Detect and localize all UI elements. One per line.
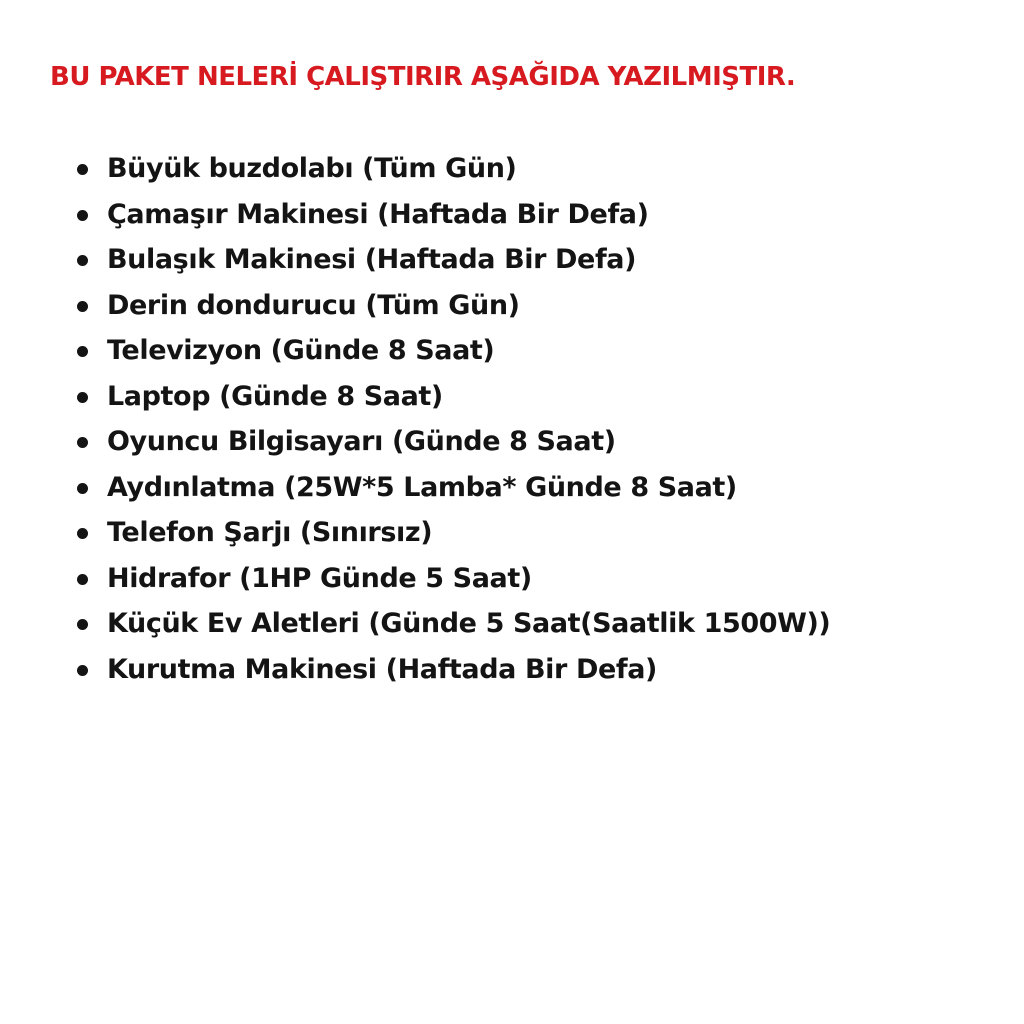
list-item bbox=[70, 374, 830, 420]
bullet-icon bbox=[77, 164, 88, 175]
bullet-icon bbox=[77, 437, 88, 448]
list-item-text: Hidrafor (1HP Günde 5 Saat) bbox=[107, 562, 532, 594]
list-item bbox=[70, 192, 830, 238]
bullet-icon bbox=[77, 665, 88, 676]
list-item-text: Telefon Şarjı (Sınırsız) bbox=[107, 517, 433, 548]
list-item bbox=[70, 556, 830, 602]
list-item bbox=[70, 601, 830, 647]
bullet-icon bbox=[77, 619, 88, 630]
list-item bbox=[70, 419, 830, 465]
list-item bbox=[70, 465, 830, 511]
page-heading: BU PAKET NELERİ ÇALIŞTIRIR AŞAĞIDA YAZILMIŞTIR. bbox=[50, 62, 796, 92]
list-item-text: Bulaşık Makinesi (Haftada Bir Defa) bbox=[107, 244, 637, 275]
list-item bbox=[70, 237, 830, 283]
bullet-icon bbox=[77, 346, 88, 357]
list-item-text: Laptop (Günde 8 Saat) bbox=[107, 380, 443, 412]
list-item-text: Kurutma Makinesi (Haftada Bir Defa) bbox=[107, 653, 657, 685]
list-item bbox=[70, 283, 830, 329]
appliance-list bbox=[70, 146, 830, 692]
list-item-text: Büyük buzdolabı (Tüm Gün) bbox=[107, 153, 517, 184]
list-item bbox=[70, 328, 830, 374]
list-item-text: Çamaşır Makinesi (Haftada Bir Defa) bbox=[107, 198, 649, 230]
bullet-icon bbox=[77, 574, 88, 585]
list-item-text: Oyuncu Bilgisayarı (Günde 8 Saat) bbox=[107, 426, 616, 457]
list-item-text: Derin dondurucu (Tüm Gün) bbox=[107, 289, 520, 321]
bullet-icon bbox=[77, 483, 88, 494]
bullet-icon bbox=[77, 210, 88, 221]
list-item-text: Küçük Ev Aletleri (Günde 5 Saat(Saatlik 1500W)) bbox=[107, 608, 831, 639]
bullet-icon bbox=[77, 301, 88, 312]
bullet-icon bbox=[77, 392, 88, 403]
bullet-icon bbox=[77, 528, 88, 539]
list-item bbox=[70, 146, 830, 192]
list-item bbox=[70, 510, 830, 556]
list-item-text: Televizyon (Günde 8 Saat) bbox=[107, 335, 495, 366]
bullet-icon bbox=[77, 255, 88, 266]
list-item bbox=[70, 647, 830, 693]
list-item-text: Aydınlatma (25W*5 Lamba* Günde 8 Saat) bbox=[107, 471, 737, 503]
